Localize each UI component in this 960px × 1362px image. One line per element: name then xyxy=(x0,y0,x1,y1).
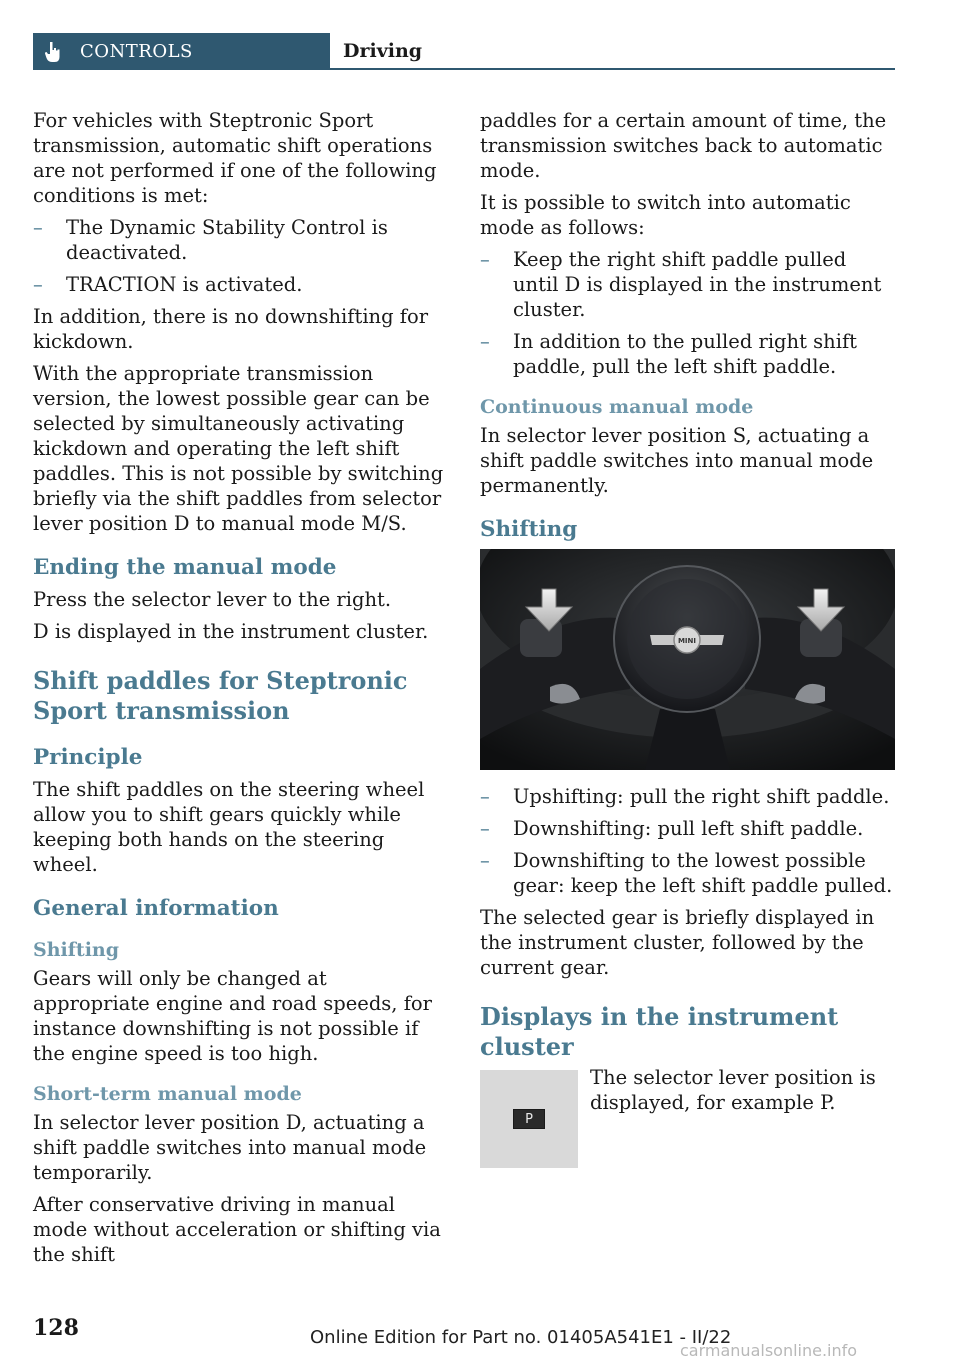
hand-pointer-icon xyxy=(44,41,62,63)
list-item: – Downshifting: pull left shift paddle. xyxy=(480,817,864,840)
page-number: 128 xyxy=(33,1315,79,1341)
paragraph: For vehicles with Steptronic Sport transmission, automatic shift operations are not performed if one of the following conditions is met: xyxy=(33,109,437,207)
list-item: – Keep the right shift paddle pulled until D is displayed in the instrument cluster. xyxy=(480,248,882,321)
paragraph: The shift paddles on the steering wheel allow you to shift gears quickly while keeping both hands on the steering wheel. xyxy=(33,778,425,876)
paragraph: In selector lever position D, actuating a shift paddle switches into manual mode temporarily. xyxy=(33,1111,427,1184)
heading-ending-manual-mode: Ending the manual mode xyxy=(33,555,337,580)
heading-displays-instrument-cluster: Displays in the instrument cluster xyxy=(480,1002,839,1061)
section-tab xyxy=(33,33,330,70)
page-header xyxy=(33,33,895,70)
paragraph: It is possible to switch into automatic mode as follows: xyxy=(480,191,851,239)
list-item: – In addition to the pulled right shift paddle, pull the left shift paddle. xyxy=(480,330,857,378)
paragraph: Gears will only be changed at appropriate engine and road speeds, for instance downshifting is not possible if the engine speed is too high. xyxy=(33,967,432,1065)
paragraph: In selector lever position S, actuating a shift paddle switches into manual mode permanently. xyxy=(480,424,874,497)
section-title: CONTROLS xyxy=(80,41,193,62)
paragraph: The selected gear is briefly displayed in the instrument cluster, followed by the current gear. xyxy=(480,906,875,979)
watermark: carmanualsonline.info xyxy=(680,1341,858,1360)
heading-shifting: Shifting xyxy=(480,517,578,542)
subheading-continuous-manual-mode: Continuous manual mode xyxy=(480,396,754,418)
right-column xyxy=(480,108,896,1170)
subheading-shifting: Shifting xyxy=(33,939,120,961)
chapter-title: Driving xyxy=(330,33,895,70)
list-item: – Upshifting: pull the right shift paddle. xyxy=(480,785,890,808)
paragraph: In addition, there is no downshifting for kickdown. xyxy=(33,305,429,353)
paragraph: Press the selector lever to the right. xyxy=(33,588,392,611)
display-example xyxy=(480,1066,896,1170)
paragraph: paddles for a certain amount of time, the transmission switches back to automatic mode. xyxy=(480,109,887,182)
gear-indicator: P xyxy=(513,1109,545,1129)
list-item: – TRACTION is activated. xyxy=(33,273,303,296)
left-column xyxy=(33,108,449,1274)
paragraph: After conservative driving in manual mode without acceleration or shifting via the shift xyxy=(33,1193,441,1266)
steering-wheel-image xyxy=(480,549,895,770)
heading-general-information: General information xyxy=(33,896,279,921)
subheading-short-term-manual-mode: Short-term manual mode xyxy=(33,1083,302,1105)
list-item: – The Dynamic Stability Control is deactivated. xyxy=(33,216,388,264)
svg-text:MINI: MINI xyxy=(677,637,697,645)
list-item: – Downshifting to the lowest possible gear: keep the left shift paddle pulled. xyxy=(480,849,893,897)
heading-shift-paddles: Shift paddles for Steptronic Sport transmission xyxy=(33,666,408,725)
footer-edition: Online Edition for Part no. 01405A541E1 - II/22 xyxy=(310,1327,732,1348)
instrument-display-image xyxy=(480,1070,578,1168)
paragraph: The selector lever position is displayed, for example P. xyxy=(590,1066,876,1114)
paragraph: With the appropriate transmission version, the lowest possible gear can be selected by simultaneously activating kickdown and operating the left shift paddles. This is not possible by switching briefly via the shift paddles from selector lever position D to manual mode M/S. xyxy=(33,362,444,535)
heading-principle: Principle xyxy=(33,745,143,770)
paragraph: D is displayed in the instrument cluster. xyxy=(33,620,429,643)
